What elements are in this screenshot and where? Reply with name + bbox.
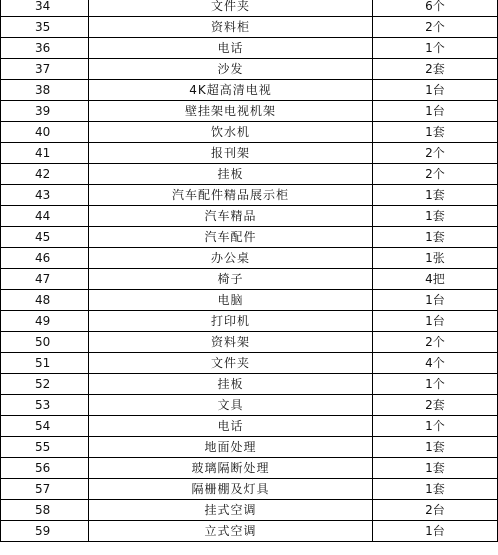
item-name-cell: 壁挂架电视机架	[89, 101, 373, 122]
item-name-cell: 汽车精品	[89, 206, 373, 227]
row-number-cell: 48	[1, 290, 89, 311]
table-row	[1, 17, 498, 38]
quantity-cell: 2个	[373, 143, 498, 164]
item-name-cell: 挂板	[89, 374, 373, 395]
quantity-cell: 2台	[373, 500, 498, 521]
quantity-cell: 1台	[373, 290, 498, 311]
table-row	[1, 59, 498, 80]
table-row	[1, 311, 498, 332]
table-row	[1, 227, 498, 248]
quantity-cell: 2套	[373, 59, 498, 80]
quantity-cell: 1套	[373, 206, 498, 227]
row-number-cell: 41	[1, 143, 89, 164]
item-name-cell: 办公桌	[89, 248, 373, 269]
item-name-cell: 沙发	[89, 59, 373, 80]
quantity-cell: 4把	[373, 269, 498, 290]
table-row	[1, 353, 498, 374]
item-name-cell: 玻璃隔断处理	[89, 458, 373, 479]
row-number-cell: 54	[1, 416, 89, 437]
item-name-cell: 地面处理	[89, 437, 373, 458]
quantity-cell: 2个	[373, 17, 498, 38]
table-row	[1, 521, 498, 542]
row-number-cell: 38	[1, 80, 89, 101]
quantity-cell: 6个	[373, 0, 498, 17]
quantity-cell: 1个	[373, 38, 498, 59]
item-name-cell: 隔栅棚及灯具	[89, 479, 373, 500]
quantity-cell: 1套	[373, 479, 498, 500]
quantity-cell: 1台	[373, 311, 498, 332]
quantity-cell: 1台	[373, 101, 498, 122]
quantity-cell: 1套	[373, 227, 498, 248]
row-number-cell: 46	[1, 248, 89, 269]
table-row	[1, 164, 498, 185]
table-row	[1, 185, 498, 206]
table-row	[1, 458, 498, 479]
quantity-cell: 2套	[373, 395, 498, 416]
item-name-cell: 报刊架	[89, 143, 373, 164]
table-body	[1, 0, 498, 542]
item-name-cell: 电话	[89, 416, 373, 437]
row-number-cell: 56	[1, 458, 89, 479]
row-number-cell: 34	[1, 0, 89, 17]
quantity-cell: 2个	[373, 332, 498, 353]
quantity-cell: 1张	[373, 248, 498, 269]
table-row	[1, 122, 498, 143]
row-number-cell: 59	[1, 521, 89, 542]
row-number-cell: 47	[1, 269, 89, 290]
table-row	[1, 416, 498, 437]
row-number-cell: 55	[1, 437, 89, 458]
row-number-cell: 35	[1, 17, 89, 38]
table-row	[1, 38, 498, 59]
item-name-cell: 文具	[89, 395, 373, 416]
table-row	[1, 332, 498, 353]
row-number-cell: 58	[1, 500, 89, 521]
row-number-cell: 39	[1, 101, 89, 122]
table-row	[1, 290, 498, 311]
quantity-cell: 1套	[373, 458, 498, 479]
table-row	[1, 0, 498, 17]
row-number-cell: 43	[1, 185, 89, 206]
quantity-cell: 1套	[373, 122, 498, 143]
item-name-cell: 立式空调	[89, 521, 373, 542]
table-row	[1, 206, 498, 227]
item-name-cell: 挂板	[89, 164, 373, 185]
item-name-cell: 4K超高清电视	[89, 80, 373, 101]
quantity-cell: 1台	[373, 521, 498, 542]
item-name-cell: 电话	[89, 38, 373, 59]
table-row	[1, 479, 498, 500]
item-name-cell: 电脑	[89, 290, 373, 311]
row-number-cell: 53	[1, 395, 89, 416]
item-name-cell: 饮水机	[89, 122, 373, 143]
quantity-cell: 1套	[373, 185, 498, 206]
quantity-cell: 1套	[373, 437, 498, 458]
table-row	[1, 269, 498, 290]
item-name-cell: 资料架	[89, 332, 373, 353]
table-row	[1, 80, 498, 101]
row-number-cell: 51	[1, 353, 89, 374]
row-number-cell: 50	[1, 332, 89, 353]
row-number-cell: 52	[1, 374, 89, 395]
table-row	[1, 143, 498, 164]
table-row	[1, 101, 498, 122]
row-number-cell: 42	[1, 164, 89, 185]
item-name-cell: 椅子	[89, 269, 373, 290]
table-row	[1, 248, 498, 269]
row-number-cell: 49	[1, 311, 89, 332]
quantity-cell: 1个	[373, 374, 498, 395]
table-row	[1, 374, 498, 395]
row-number-cell: 44	[1, 206, 89, 227]
quantity-cell: 4个	[373, 353, 498, 374]
item-name-cell: 资料柜	[89, 17, 373, 38]
row-number-cell: 45	[1, 227, 89, 248]
table-row	[1, 437, 498, 458]
quantity-cell: 1台	[373, 80, 498, 101]
table-row	[1, 500, 498, 521]
item-name-cell: 打印机	[89, 311, 373, 332]
table-row	[1, 395, 498, 416]
row-number-cell: 57	[1, 479, 89, 500]
item-name-cell: 汽车配件	[89, 227, 373, 248]
item-name-cell: 文件夹	[89, 353, 373, 374]
row-number-cell: 36	[1, 38, 89, 59]
item-name-cell: 挂式空调	[89, 500, 373, 521]
row-number-cell: 37	[1, 59, 89, 80]
quantity-cell: 1个	[373, 416, 498, 437]
item-name-cell: 文件夹	[89, 0, 373, 17]
quantity-cell: 2个	[373, 164, 498, 185]
row-number-cell: 40	[1, 122, 89, 143]
item-name-cell: 汽车配件精品展示柜	[89, 185, 373, 206]
